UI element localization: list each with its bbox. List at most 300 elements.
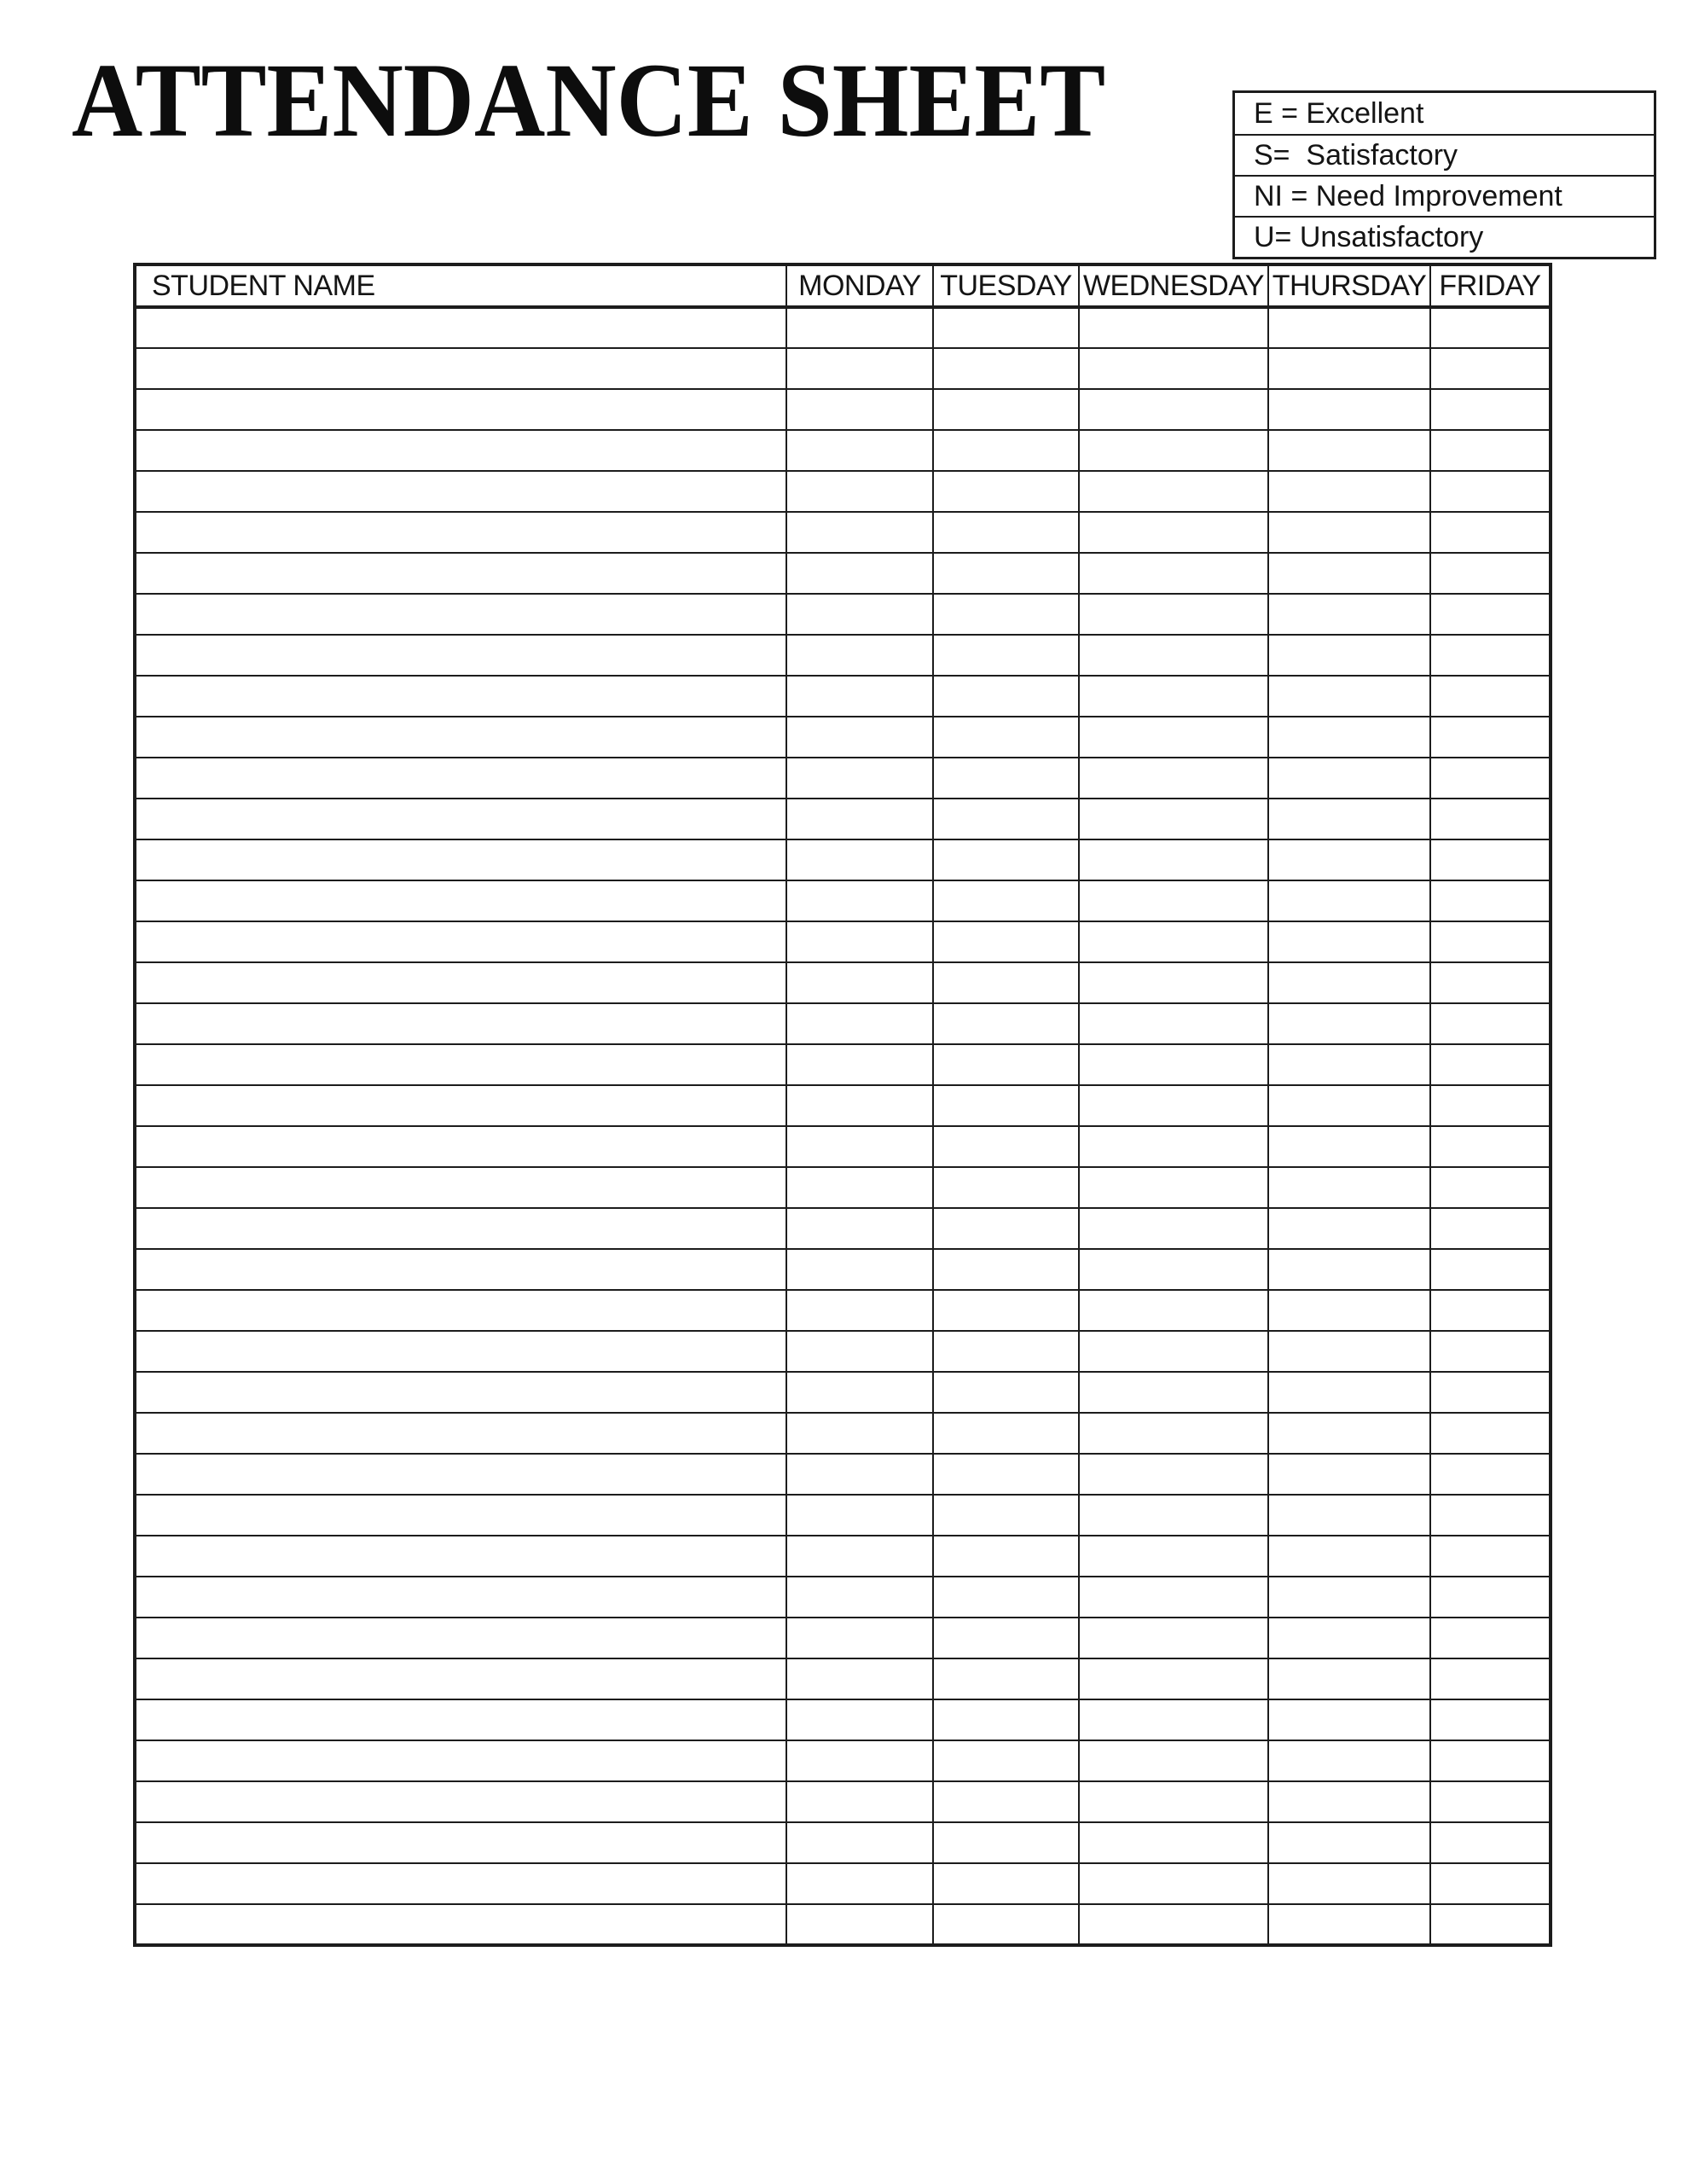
table-row [135, 799, 1551, 839]
attendance-cell[interactable] [1079, 1249, 1268, 1290]
attendance-cell[interactable] [1430, 839, 1551, 880]
table-row [135, 1454, 1551, 1495]
attendance-cell[interactable] [1268, 1618, 1430, 1658]
attendance-cell[interactable] [1079, 594, 1268, 635]
attendance-cell[interactable] [1268, 799, 1430, 839]
table-row [135, 1413, 1551, 1454]
attendance-cell[interactable] [1268, 839, 1430, 880]
attendance-cell[interactable] [786, 1208, 933, 1249]
attendance-cell[interactable] [1268, 1904, 1430, 1945]
attendance-cell[interactable] [1430, 1699, 1551, 1740]
attendance-cell[interactable] [786, 717, 933, 758]
attendance-cell[interactable] [786, 430, 933, 471]
attendance-cell[interactable] [1079, 635, 1268, 676]
attendance-cell[interactable] [1268, 1208, 1430, 1249]
attendance-cell[interactable] [1268, 1863, 1430, 1904]
attendance-cell[interactable] [933, 1863, 1079, 1904]
student-name-cell[interactable] [135, 839, 786, 880]
attendance-cell[interactable] [1268, 1126, 1430, 1167]
student-name-cell[interactable] [135, 1863, 786, 1904]
attendance-cell[interactable] [1079, 717, 1268, 758]
table-row [135, 1208, 1551, 1249]
attendance-cell[interactable] [933, 1577, 1079, 1618]
attendance-cell[interactable] [786, 1904, 933, 1945]
attendance-cell[interactable] [1430, 1495, 1551, 1536]
attendance-cell[interactable] [1079, 1413, 1268, 1454]
attendance-cell[interactable] [1430, 717, 1551, 758]
table-row [135, 430, 1551, 471]
attendance-cell[interactable] [933, 758, 1079, 799]
attendance-cell[interactable] [933, 512, 1079, 553]
legend-item-label: E = Excellent [1254, 97, 1424, 130]
attendance-cell[interactable] [1268, 1085, 1430, 1126]
attendance-cell[interactable] [933, 1413, 1079, 1454]
attendance-cell[interactable] [1268, 921, 1430, 962]
attendance-cell[interactable] [1430, 1658, 1551, 1699]
attendance-cell[interactable] [933, 717, 1079, 758]
table-row [135, 1126, 1551, 1167]
table-body [135, 307, 1551, 1945]
table-row [135, 553, 1551, 594]
attendance-cell[interactable] [1430, 676, 1551, 717]
attendance-cell[interactable] [933, 430, 1079, 471]
attendance-cell[interactable] [933, 1044, 1079, 1085]
attendance-cell[interactable] [1430, 1372, 1551, 1413]
attendance-cell[interactable] [1079, 1126, 1268, 1167]
attendance-cell[interactable] [933, 1331, 1079, 1372]
attendance-cell[interactable] [933, 1167, 1079, 1208]
student-name-cell[interactable] [135, 1781, 786, 1822]
attendance-cell[interactable] [1079, 676, 1268, 717]
attendance-cell[interactable] [1268, 676, 1430, 717]
attendance-cell[interactable] [1268, 962, 1430, 1003]
column-header-friday: FRIDAY [1430, 264, 1551, 307]
attendance-cell[interactable] [933, 1536, 1079, 1577]
attendance-table [133, 263, 1552, 1947]
table-row [135, 471, 1551, 512]
table-row [135, 1085, 1551, 1126]
attendance-cell[interactable] [933, 1003, 1079, 1044]
attendance-cell[interactable] [1079, 348, 1268, 389]
attendance-cell[interactable] [1268, 1536, 1430, 1577]
attendance-cell[interactable] [786, 553, 933, 594]
attendance-cell[interactable] [1079, 1863, 1268, 1904]
table-row [135, 962, 1551, 1003]
attendance-cell[interactable] [1430, 1904, 1551, 1945]
attendance-cell[interactable] [1079, 1904, 1268, 1945]
table-row [135, 1044, 1551, 1085]
attendance-cell[interactable] [1430, 880, 1551, 921]
attendance-cell[interactable] [1430, 1863, 1551, 1904]
attendance-cell[interactable] [1079, 1495, 1268, 1536]
attendance-cell[interactable] [786, 1126, 933, 1167]
attendance-cell[interactable] [786, 1372, 933, 1413]
attendance-cell[interactable] [1268, 553, 1430, 594]
attendance-cell[interactable] [933, 1618, 1079, 1658]
table-row [135, 1822, 1551, 1863]
attendance-cell[interactable] [1268, 594, 1430, 635]
attendance-cell[interactable] [1079, 389, 1268, 430]
attendance-cell[interactable] [1079, 1454, 1268, 1495]
table-row [135, 1699, 1551, 1740]
student-name-cell[interactable] [135, 1618, 786, 1658]
attendance-cell[interactable] [1268, 1740, 1430, 1781]
table-row [135, 921, 1551, 962]
column-header-tuesday: TUESDAY [933, 264, 1079, 307]
attendance-cell[interactable] [933, 1822, 1079, 1863]
attendance-cell[interactable] [1430, 430, 1551, 471]
attendance-cell[interactable] [933, 1290, 1079, 1331]
student-name-cell[interactable] [135, 1167, 786, 1208]
attendance-cell[interactable] [1430, 962, 1551, 1003]
student-name-cell[interactable] [135, 758, 786, 799]
attendance-cell[interactable] [1430, 512, 1551, 553]
attendance-cell[interactable] [786, 1618, 933, 1658]
table-row [135, 1249, 1551, 1290]
student-name-cell[interactable] [135, 1208, 786, 1249]
attendance-cell[interactable] [786, 1699, 933, 1740]
attendance-cell[interactable] [1430, 1126, 1551, 1167]
attendance-cell[interactable] [1268, 1290, 1430, 1331]
student-name-cell[interactable] [135, 307, 786, 348]
student-name-cell[interactable] [135, 1413, 786, 1454]
attendance-cell[interactable] [1430, 1536, 1551, 1577]
student-name-cell[interactable] [135, 1290, 786, 1331]
attendance-cell[interactable] [786, 1863, 933, 1904]
attendance-cell[interactable] [1268, 1822, 1430, 1863]
student-name-cell[interactable] [135, 962, 786, 1003]
attendance-cell[interactable] [786, 1249, 933, 1290]
table-row [135, 635, 1551, 676]
attendance-cell[interactable] [1079, 1577, 1268, 1618]
legend-item-excellent [1235, 93, 1654, 134]
attendance-cell[interactable] [1268, 758, 1430, 799]
attendance-cell[interactable] [1079, 1208, 1268, 1249]
attendance-cell[interactable] [1079, 1781, 1268, 1822]
attendance-cell[interactable] [1079, 1822, 1268, 1863]
attendance-cell[interactable] [1268, 1331, 1430, 1372]
attendance-cell[interactable] [1430, 553, 1551, 594]
attendance-cell[interactable] [1079, 962, 1268, 1003]
attendance-cell[interactable] [1268, 1454, 1430, 1495]
attendance-cell[interactable] [786, 962, 933, 1003]
attendance-cell[interactable] [786, 389, 933, 430]
attendance-cell[interactable] [1430, 1085, 1551, 1126]
column-header-monday: MONDAY [786, 264, 933, 307]
attendance-cell[interactable] [933, 1126, 1079, 1167]
table-row [135, 1003, 1551, 1044]
attendance-cell[interactable] [786, 307, 933, 348]
attendance-cell[interactable] [933, 1658, 1079, 1699]
legend-item-unsatisfactory [1235, 216, 1654, 257]
attendance-cell[interactable] [933, 594, 1079, 635]
attendance-cell[interactable] [1430, 1740, 1551, 1781]
table-row [135, 758, 1551, 799]
attendance-cell[interactable] [1079, 880, 1268, 921]
attendance-cell[interactable] [1430, 1208, 1551, 1249]
table-row [135, 1167, 1551, 1208]
attendance-cell[interactable] [786, 1003, 933, 1044]
attendance-cell[interactable] [1079, 1167, 1268, 1208]
student-name-cell[interactable] [135, 1699, 786, 1740]
student-name-cell[interactable] [135, 1003, 786, 1044]
attendance-cell[interactable] [1430, 1003, 1551, 1044]
attendance-cell[interactable] [786, 921, 933, 962]
attendance-cell[interactable] [933, 1208, 1079, 1249]
student-name-cell[interactable] [135, 1822, 786, 1863]
attendance-cell[interactable] [1430, 1618, 1551, 1658]
student-name-cell[interactable] [135, 1495, 786, 1536]
attendance-cell[interactable] [786, 1454, 933, 1495]
attendance-cell[interactable] [1268, 1577, 1430, 1618]
student-name-cell[interactable] [135, 1740, 786, 1781]
attendance-cell[interactable] [786, 1413, 933, 1454]
attendance-cell[interactable] [1079, 430, 1268, 471]
table-row [135, 389, 1551, 430]
attendance-cell[interactable] [1079, 1331, 1268, 1372]
attendance-cell[interactable] [1268, 307, 1430, 348]
attendance-cell[interactable] [1079, 1740, 1268, 1781]
attendance-cell[interactable] [1430, 1290, 1551, 1331]
attendance-cell[interactable] [1430, 635, 1551, 676]
attendance-cell[interactable] [933, 1699, 1079, 1740]
attendance-cell[interactable] [786, 1044, 933, 1085]
student-name-cell[interactable] [135, 1044, 786, 1085]
student-name-cell[interactable] [135, 1577, 786, 1618]
attendance-cell[interactable] [786, 880, 933, 921]
attendance-cell[interactable] [933, 839, 1079, 880]
attendance-cell[interactable] [1430, 1331, 1551, 1372]
attendance-cell[interactable] [786, 1577, 933, 1618]
attendance-cell[interactable] [1430, 1577, 1551, 1618]
table-row [135, 1658, 1551, 1699]
attendance-cell[interactable] [1430, 1044, 1551, 1085]
student-name-cell[interactable] [135, 389, 786, 430]
attendance-cell[interactable] [1079, 839, 1268, 880]
attendance-cell[interactable] [933, 1085, 1079, 1126]
legend-item-need-improvement [1235, 175, 1654, 216]
column-header-wednesday: WEDNESDAY [1079, 264, 1268, 307]
attendance-cell[interactable] [1430, 1249, 1551, 1290]
attendance-cell[interactable] [786, 1781, 933, 1822]
attendance-cell[interactable] [1079, 1658, 1268, 1699]
attendance-cell[interactable] [1268, 1495, 1430, 1536]
table-header [135, 264, 1551, 307]
student-name-cell[interactable] [135, 676, 786, 717]
student-name-cell[interactable] [135, 553, 786, 594]
attendance-cell[interactable] [1268, 1167, 1430, 1208]
attendance-cell[interactable] [1079, 921, 1268, 962]
attendance-cell[interactable] [1268, 512, 1430, 553]
attendance-cell[interactable] [1079, 553, 1268, 594]
attendance-cell[interactable] [1430, 1167, 1551, 1208]
attendance-cell[interactable] [786, 1536, 933, 1577]
attendance-cell[interactable] [1079, 1699, 1268, 1740]
legend-item-satisfactory [1235, 134, 1654, 175]
student-name-cell[interactable] [135, 471, 786, 512]
attendance-cell[interactable] [786, 1822, 933, 1863]
attendance-cell[interactable] [933, 307, 1079, 348]
attendance-cell[interactable] [933, 799, 1079, 839]
table-row [135, 1495, 1551, 1536]
student-name-cell[interactable] [135, 1331, 786, 1372]
attendance-cell[interactable] [1079, 1044, 1268, 1085]
legend-box [1232, 90, 1656, 259]
table-row [135, 1904, 1551, 1945]
attendance-cell[interactable] [786, 1658, 933, 1699]
attendance-cell[interactable] [1268, 389, 1430, 430]
attendance-cell[interactable] [933, 635, 1079, 676]
attendance-cell[interactable] [786, 594, 933, 635]
table-row [135, 594, 1551, 635]
table-row [135, 307, 1551, 348]
attendance-cell[interactable] [1430, 1822, 1551, 1863]
attendance-cell[interactable] [1079, 1618, 1268, 1658]
attendance-cell[interactable] [933, 348, 1079, 389]
table-row [135, 880, 1551, 921]
attendance-cell[interactable] [786, 676, 933, 717]
attendance-cell[interactable] [933, 1372, 1079, 1413]
attendance-cell[interactable] [786, 1167, 933, 1208]
attendance-cell[interactable] [1268, 348, 1430, 389]
header-row [135, 264, 1551, 307]
attendance-cell[interactable] [1430, 348, 1551, 389]
page-title: ATTENDANCE SHEET [72, 42, 1106, 159]
attendance-cell[interactable] [1268, 1249, 1430, 1290]
table-row [135, 1863, 1551, 1904]
attendance-cell[interactable] [933, 1904, 1079, 1945]
attendance-cell[interactable] [786, 1495, 933, 1536]
attendance-cell[interactable] [786, 1331, 933, 1372]
attendance-cell[interactable] [786, 1085, 933, 1126]
attendance-cell[interactable] [1079, 1085, 1268, 1126]
student-name-cell[interactable] [135, 1085, 786, 1126]
student-name-cell[interactable] [135, 348, 786, 389]
attendance-cell[interactable] [1430, 758, 1551, 799]
attendance-cell[interactable] [1268, 471, 1430, 512]
attendance-cell[interactable] [1268, 1658, 1430, 1699]
attendance-cell[interactable] [1268, 1699, 1430, 1740]
attendance-cell[interactable] [1430, 799, 1551, 839]
attendance-cell[interactable] [1430, 471, 1551, 512]
attendance-cell[interactable] [1268, 1781, 1430, 1822]
attendance-cell[interactable] [786, 471, 933, 512]
student-name-cell[interactable] [135, 430, 786, 471]
table-row [135, 1781, 1551, 1822]
student-name-cell[interactable] [135, 921, 786, 962]
student-name-cell[interactable] [135, 1658, 786, 1699]
attendance-cell[interactable] [1430, 1413, 1551, 1454]
student-name-cell[interactable] [135, 594, 786, 635]
column-header-student-name: STUDENT NAME [135, 264, 786, 307]
attendance-cell[interactable] [1268, 1003, 1430, 1044]
table-row [135, 348, 1551, 389]
attendance-cell[interactable] [933, 553, 1079, 594]
attendance-cell[interactable] [933, 1454, 1079, 1495]
column-header-thursday: THURSDAY [1268, 264, 1430, 307]
attendance-cell[interactable] [786, 758, 933, 799]
legend-item-label: S= Satisfactory [1254, 139, 1458, 171]
attendance-cell[interactable] [933, 1249, 1079, 1290]
student-name-cell[interactable] [135, 1126, 786, 1167]
student-name-cell[interactable] [135, 1249, 786, 1290]
attendance-cell[interactable] [786, 512, 933, 553]
attendance-cell[interactable] [933, 962, 1079, 1003]
table-row [135, 1618, 1551, 1658]
attendance-cell[interactable] [1079, 1003, 1268, 1044]
attendance-cell[interactable] [1079, 307, 1268, 348]
attendance-cell[interactable] [1430, 1781, 1551, 1822]
attendance-cell[interactable] [1430, 389, 1551, 430]
attendance-cell[interactable] [1079, 471, 1268, 512]
attendance-cell[interactable] [1268, 880, 1430, 921]
legend-item-label: U= Unsatisfactory [1254, 221, 1484, 253]
legend-item-label: NI = Need Improvement [1254, 180, 1562, 212]
table-row [135, 1740, 1551, 1781]
attendance-cell[interactable] [933, 471, 1079, 512]
student-name-cell[interactable] [135, 717, 786, 758]
attendance-cell[interactable] [1430, 921, 1551, 962]
attendance-cell[interactable] [1430, 307, 1551, 348]
table-row [135, 839, 1551, 880]
attendance-cell[interactable] [1430, 1454, 1551, 1495]
attendance-cell[interactable] [786, 1290, 933, 1331]
table-row [135, 1290, 1551, 1331]
attendance-cell[interactable] [933, 1495, 1079, 1536]
attendance-cell[interactable] [933, 921, 1079, 962]
attendance-cell[interactable] [933, 880, 1079, 921]
table-row [135, 1577, 1551, 1618]
table-row [135, 1536, 1551, 1577]
attendance-cell[interactable] [1268, 717, 1430, 758]
attendance-cell[interactable] [1079, 1536, 1268, 1577]
attendance-cell[interactable] [933, 1740, 1079, 1781]
attendance-cell[interactable] [786, 635, 933, 676]
table-row [135, 1372, 1551, 1413]
attendance-cell[interactable] [786, 799, 933, 839]
attendance-cell[interactable] [1079, 799, 1268, 839]
student-name-cell[interactable] [135, 1536, 786, 1577]
table-row [135, 717, 1551, 758]
attendance-cell[interactable] [1079, 512, 1268, 553]
table-row [135, 1331, 1551, 1372]
attendance-cell[interactable] [1079, 1290, 1268, 1331]
student-name-cell[interactable] [135, 635, 786, 676]
attendance-cell[interactable] [1268, 1413, 1430, 1454]
student-name-cell[interactable] [135, 880, 786, 921]
student-name-cell[interactable] [135, 799, 786, 839]
student-name-cell[interactable] [135, 1454, 786, 1495]
student-name-cell[interactable] [135, 512, 786, 553]
table-row [135, 512, 1551, 553]
table-row [135, 676, 1551, 717]
attendance-cell[interactable] [1079, 1372, 1268, 1413]
attendance-cell[interactable] [786, 348, 933, 389]
attendance-cell[interactable] [1268, 1044, 1430, 1085]
attendance-cell[interactable] [933, 1781, 1079, 1822]
student-name-cell[interactable] [135, 1372, 786, 1413]
student-name-cell[interactable] [135, 1904, 786, 1945]
attendance-cell[interactable] [933, 676, 1079, 717]
attendance-cell[interactable] [1268, 635, 1430, 676]
attendance-cell[interactable] [933, 389, 1079, 430]
attendance-cell[interactable] [1268, 430, 1430, 471]
attendance-cell[interactable] [786, 839, 933, 880]
attendance-cell[interactable] [786, 1740, 933, 1781]
attendance-cell[interactable] [1268, 1372, 1430, 1413]
attendance-cell[interactable] [1079, 758, 1268, 799]
attendance-cell[interactable] [1430, 594, 1551, 635]
